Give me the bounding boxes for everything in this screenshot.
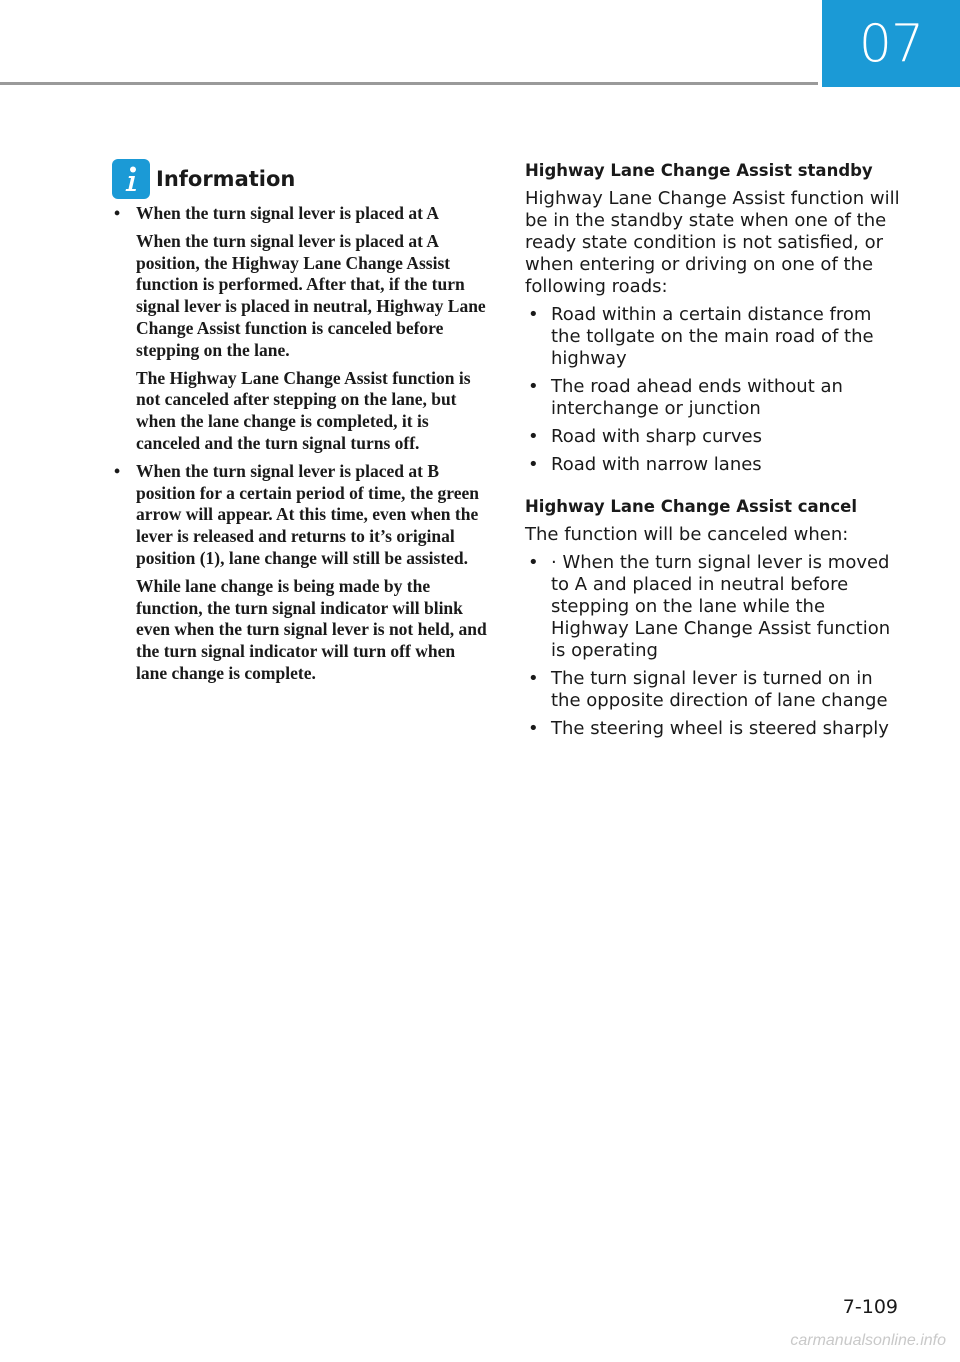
bullet: •	[528, 426, 539, 447]
info-title: Information	[156, 167, 296, 191]
info-paragraph: When the turn signal lever is placed at A position, the Highway Lane Change Assist function is performed. After that, if the turn signal lever is placed in neutral, Highway Lane Change Assist function is canceled before stepping on the lane.	[136, 230, 486, 360]
main-column	[525, 160, 903, 746]
info-icon	[112, 159, 150, 199]
list-item	[525, 304, 903, 370]
watermark: carmanualsonline.info	[790, 1332, 946, 1349]
list-item	[525, 668, 903, 712]
list-item-text: The steering wheel is steered sharply	[551, 718, 889, 739]
list-item-text: Road with narrow lanes	[551, 454, 762, 475]
bullet: •	[528, 718, 539, 739]
info-paragraph: When the turn signal lever is placed at A	[136, 203, 440, 223]
chapter-tab: 07	[822, 0, 960, 87]
standby-heading: Highway Lane Change Assist standby	[525, 161, 873, 180]
list-item-text: The turn signal lever is turned on in the opposite direction of lane change	[551, 668, 888, 711]
bullet: •	[528, 376, 539, 397]
list-item	[525, 718, 903, 740]
list-item-text: The road ahead ends without an interchange or junction	[551, 376, 843, 419]
info-item	[112, 461, 490, 685]
standby-intro: Highway Lane Change Assist function will be in the standby state when one of the ready state condition is not satisfied, or when entering or driving on one of the following roads:	[525, 188, 900, 297]
bullet: •	[114, 203, 121, 223]
list-item-text: · When the turn signal lever is moved to A and placed in neutral before stepping on the lane while the Highway Lane Change Assist function is operating	[551, 552, 891, 661]
list-item-text: Road with sharp curves	[551, 426, 762, 447]
cancel-intro: The function will be canceled when:	[525, 524, 849, 545]
info-paragraph: When the turn signal lever is placed at B position for a certain period of time, the green arrow will appear. At this time, even when the lever is released and returns to it’s original position (1), lane change will still be assisted.	[136, 460, 479, 568]
info-box-body	[112, 203, 490, 691]
info-paragraph: The Highway Lane Change Assist function is not canceled after stepping on the lane, but when the lane change is completed, it is canceled and the turn signal turns off.	[136, 367, 471, 453]
header-rule	[0, 82, 818, 85]
section-spacer	[525, 482, 903, 496]
list-item	[525, 454, 903, 476]
bullet: •	[528, 552, 539, 573]
info-paragraph: While lane change is being made by the function, the turn signal indicator will blink even when the turn signal lever is not held, and the turn signal indicator will turn off when lane change is complete.	[136, 575, 487, 683]
cancel-list	[525, 552, 903, 740]
list-item	[525, 552, 903, 662]
list-item-text: Road within a certain distance from the tollgate on the main road of the highway	[551, 304, 874, 369]
bullet: •	[528, 454, 539, 475]
bullet: •	[528, 304, 539, 325]
info-item	[112, 203, 490, 455]
cancel-heading: Highway Lane Change Assist cancel	[525, 497, 858, 516]
info-box-header	[112, 158, 492, 200]
list-item	[525, 426, 903, 448]
bullet: •	[114, 460, 121, 481]
list-item	[525, 376, 903, 420]
standby-list	[525, 304, 903, 476]
page-number: 7-109	[842, 1296, 898, 1318]
bullet: •	[528, 668, 539, 689]
